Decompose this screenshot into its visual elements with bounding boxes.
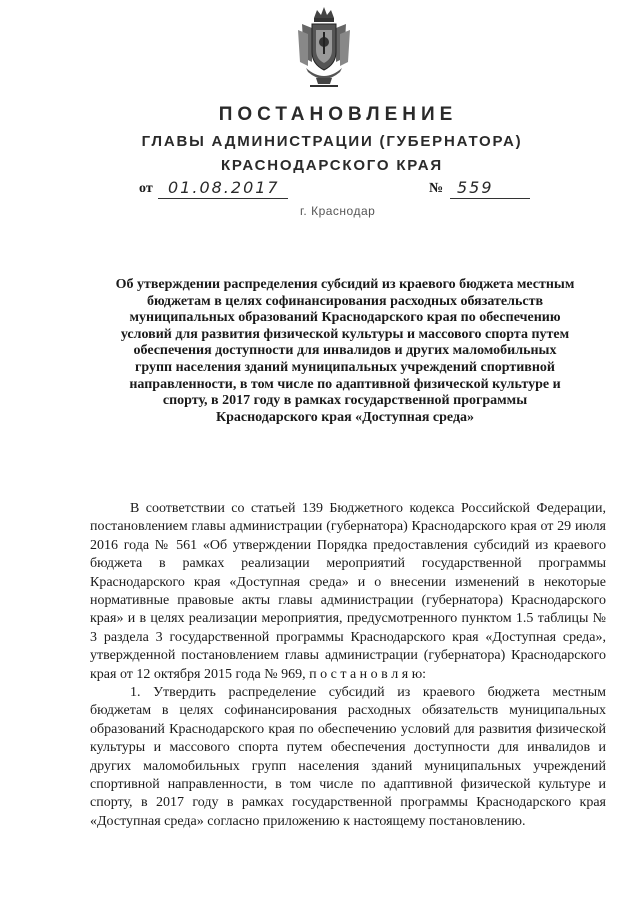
document-date: 01.08.2017 [168,178,280,197]
document-number: 559 [457,178,494,197]
number-prefix: № [429,181,444,196]
document-type-heading: ПОСТАНОВЛЕНИЕ [218,104,458,125]
number-underline [450,198,530,199]
document-title: Об утверждении распределения субсидий из краевого бюджета местным бюджетам в целях софинансирования расходных обязательств муниципальных образований Краснодарского края по обеспечению условий для развития физической культуры и массового спорта путем обеспечения доступности для инвалидов и других маломобильных групп населения зданий муниципальных учреждений спортивной направленности, в том числе по адаптивной физической культуре и спорту, в 2017 году в рамках государственной программы Краснодарского края «Доступная среда» [115,277,575,425]
body-paragraph-item-1: 1. Утвердить распределение субсидий из краевого бюджета местным бюджетам в целях софинансирования расходных обязательств муниципальных образований Краснодарского края по обеспечению условий для развития физической культуры и массового спорта путем обеспечения доступности для инвалидов и других маломобильных групп населения зданий муниципальных учреждений спортивной направленности, в том числе по адаптивной физической культуре и спорту, в 2017 году в рамках государственной программы Краснодарского края «Доступная среда» согласно приложению к настоящему постановлению. [90,685,606,829]
issuer-heading-line1: ГЛАВЫ АДМИНИСТРАЦИИ (ГУБЕРНАТОРА) [141,133,523,150]
body-paragraph-preamble: В соответствии со статьей 139 Бюджетного кодекса Российской Федерации, постановлением главы администрации (губернатора) Краснодарского края от 29 июля 2016 года № 561 «Об утверждении Порядка предоставления субсидий из краевого бюджета в рамках реализации мероприятий государственной программы Краснодарского края «Доступная среда» и о внесении изменений в некоторые нормативные правовые акты главы администрации (губернатора) Краснодарского края» и в целях реализации мероприятия, предусмотренного пунктом 1.5 таблицы № 3 раздела 3 государственной программы Краснодарского края «Доступная среда», утвержденной постановлением главы администрации (губернатора) Краснодарского края от 12 октября 2015 года № 969, п о с т а н о в л я ю: [90,501,606,682]
coat-of-arms-icon [294,4,354,90]
issuer-heading-line2: КРАСНОДАРСКОГО КРАЯ [220,157,444,174]
date-prefix: от [139,181,153,196]
date-underline [158,198,288,199]
issue-city: г. Краснодар [300,204,376,218]
